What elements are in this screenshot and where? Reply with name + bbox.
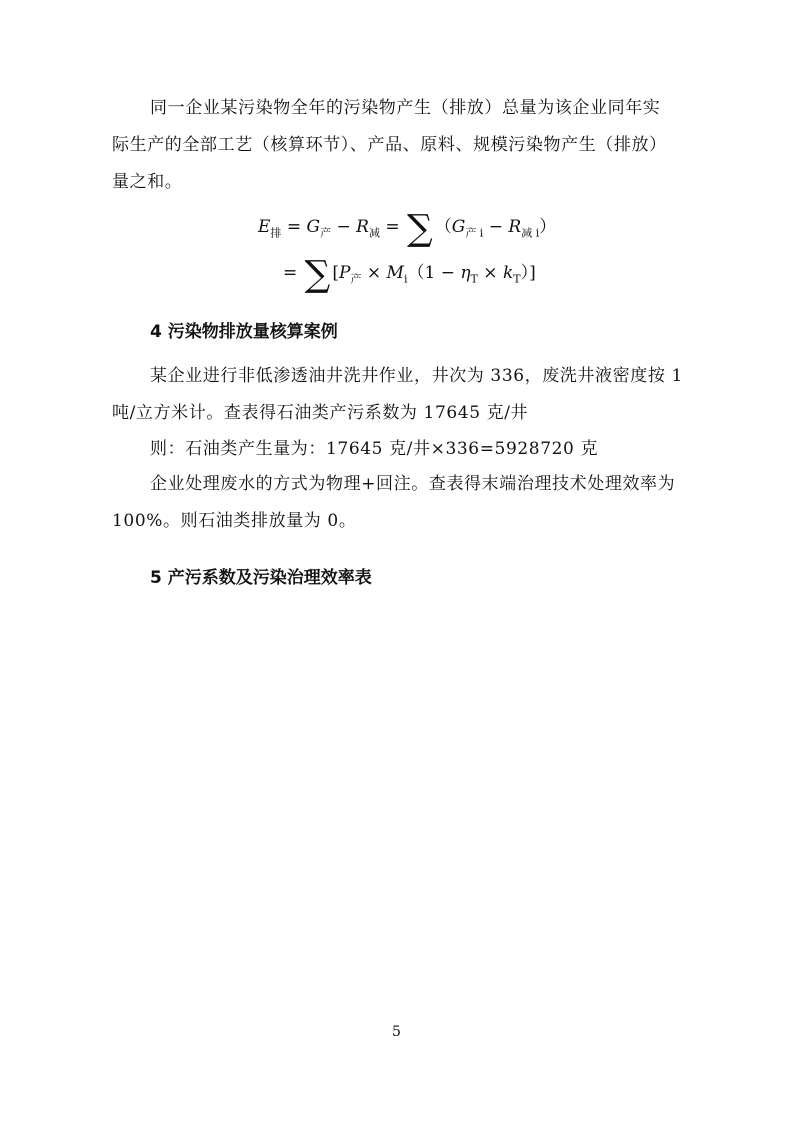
- page-number: 5: [392, 1024, 401, 1040]
- formula-minus-2: −: [483, 217, 509, 237]
- paragraph-1-line-3: 量之和。: [112, 172, 183, 192]
- formula-open-paren: （: [434, 217, 452, 237]
- section-4-para-3-line-2: 100%。则石油类排放量为 0。: [112, 511, 357, 531]
- formula-E-sub: 排: [270, 226, 282, 240]
- formula-k: k: [502, 263, 514, 283]
- formula-eq-3: =: [283, 263, 303, 283]
- formula-G: G: [306, 217, 321, 237]
- section-4-para-1-line-2: 吨/立方米计。查表得石油类产污系数为 17645 克/井: [112, 403, 529, 423]
- formula-E: E: [258, 217, 271, 237]
- paragraph-1-line-2: 际生产的全部工艺（核算环节）、产品、原料、规模污染物产生（排放）: [112, 135, 667, 155]
- formula-open-bracket: [: [332, 263, 339, 283]
- paragraph-1-line-1: 同一企业某污染物全年的污染物产生（排放）总量为该企业同年实: [150, 98, 661, 118]
- formula-line-1: [258, 208, 557, 249]
- section-5-heading: 5 产污系数及污染治理效率表: [150, 568, 372, 588]
- formula-eta-sub: T: [470, 272, 478, 286]
- formula-Ri: R: [508, 217, 522, 237]
- formula-k-sub: T: [513, 272, 521, 286]
- formula-sigma-1: ∑: [407, 208, 433, 249]
- formula-eq-1: =: [281, 217, 307, 237]
- formula-eq-2: =: [379, 217, 406, 237]
- formula-P-sub: 产: [350, 272, 362, 286]
- formula-M-sub: i: [403, 272, 408, 286]
- section-4-heading: 4 污染物排放量核算案例: [150, 322, 338, 342]
- formula-times-2: ×: [477, 263, 503, 283]
- formula-R: R: [356, 217, 369, 237]
- formula-close-2: ）]: [520, 263, 536, 283]
- formula-Gi-sub: 产 i: [465, 226, 484, 240]
- formula-M: M: [386, 263, 404, 283]
- formula-G-sub: 产: [320, 226, 332, 240]
- formula-sigma-2: ∑: [304, 254, 331, 295]
- formula-Ri-sub: 减 i: [521, 226, 540, 240]
- section-4-para-1-line-1: 某企业进行非低渗透油井洗井作业，井次为 336，废洗井液密度按 1: [150, 366, 683, 386]
- formula-minus: −: [331, 217, 357, 237]
- section-4-para-2: 则：石油类产生量为：17645 克/井×336=5928720 克: [150, 439, 599, 459]
- formula-eta: η: [460, 263, 471, 283]
- formula-P: P: [339, 263, 351, 283]
- formula-open-paren-2: （1 −: [407, 263, 461, 283]
- section-4-para-3-line-1: 企业处理废水的方式为物理+回注。查表得末端治理技术处理效率为: [150, 474, 676, 494]
- formula-line-2: [283, 254, 536, 295]
- formula-times-1: ×: [361, 263, 387, 283]
- formula-close-paren: ）: [539, 217, 557, 237]
- formula-R-sub: 减: [368, 226, 380, 240]
- formula-Gi: G: [451, 217, 466, 237]
